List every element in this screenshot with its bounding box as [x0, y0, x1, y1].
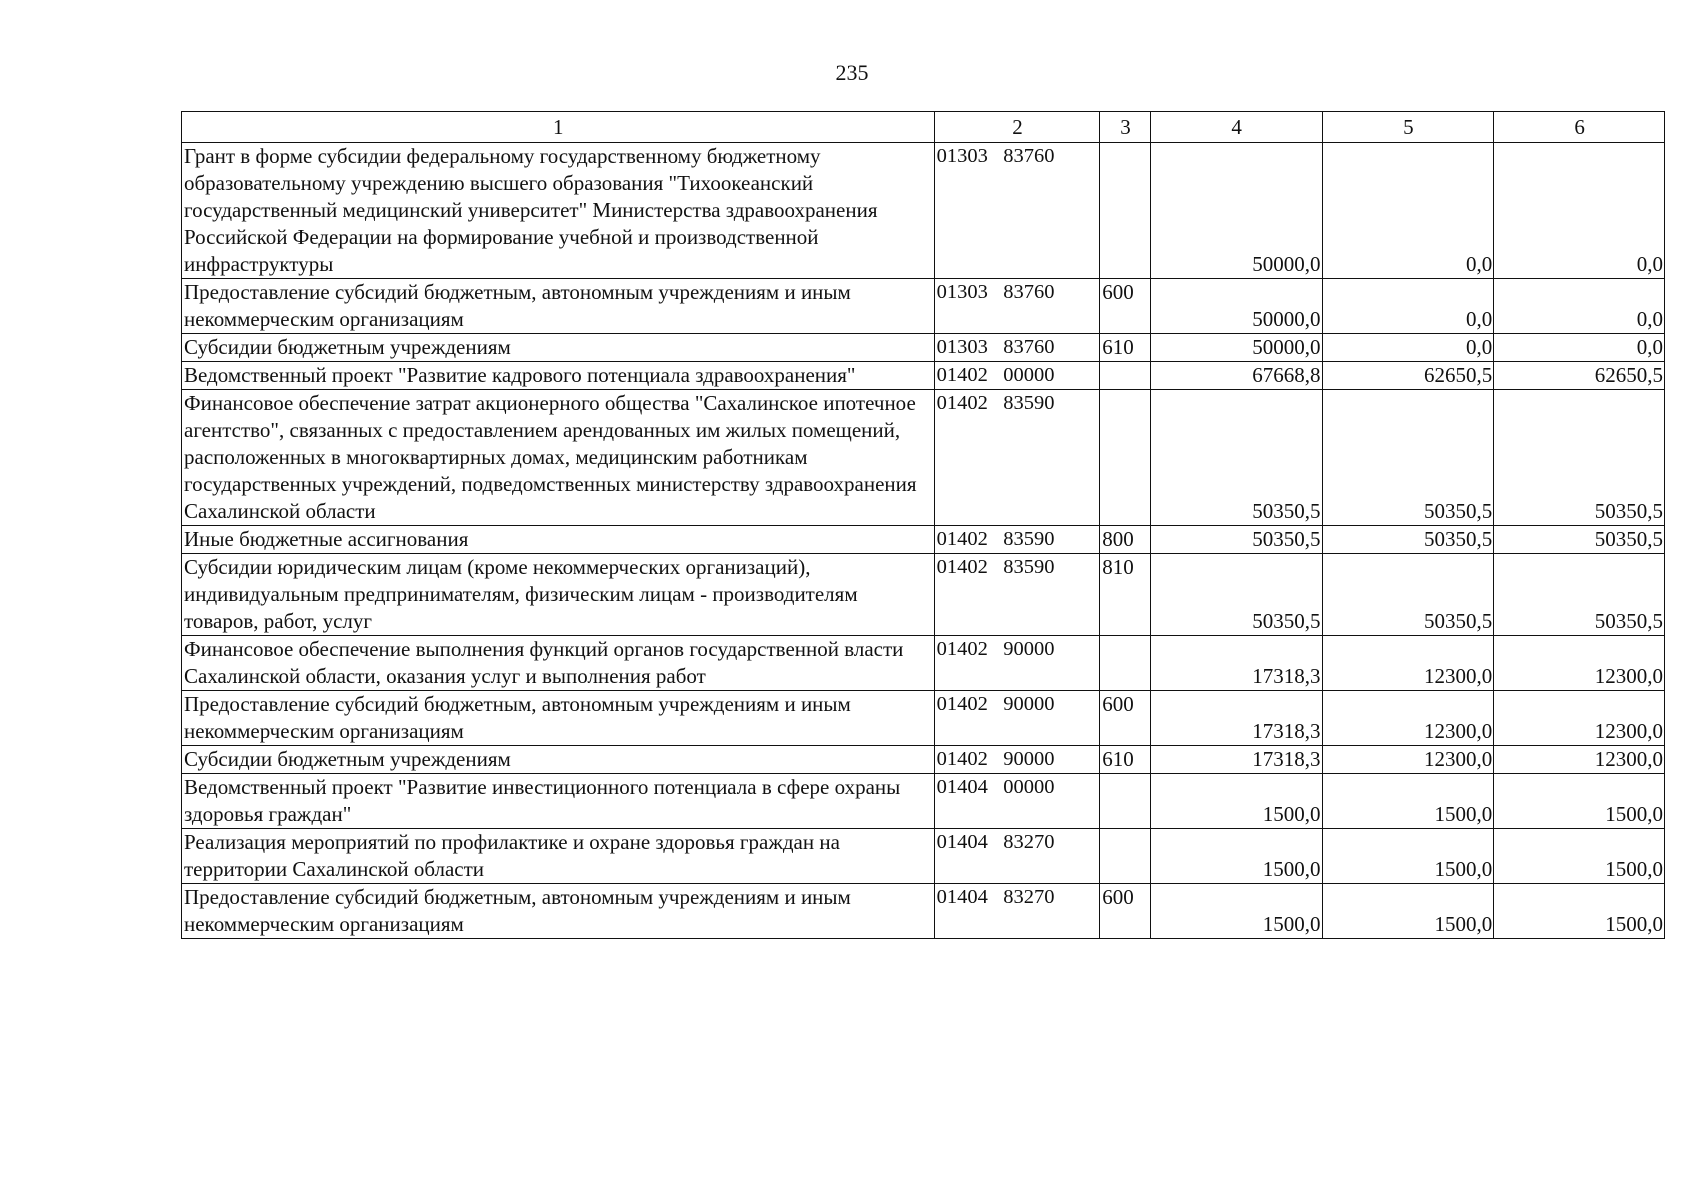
row-name: Грант в форме субсидии федеральному государственному бюджетному образовательному учреждению высшего образования "Тихоокеанский государственный медицинский университет" Министерства здравоохранения Российской Федерации на формирование учебной и производственной инфраструктуры — [182, 143, 935, 279]
row-value-6: 1500,0 — [1494, 829, 1665, 884]
row-code: 01404 83270 — [934, 884, 1100, 939]
table-row — [182, 279, 1665, 334]
column-header: 2 — [934, 112, 1100, 143]
row-name: Предоставление субсидий бюджетным, автономным учреждениям и иным некоммерческим организациям — [182, 691, 935, 746]
row-value-5: 50350,5 — [1322, 526, 1494, 554]
row-value-4: 1500,0 — [1150, 884, 1322, 939]
row-value-4: 1500,0 — [1150, 774, 1322, 829]
row-value-4: 17318,3 — [1150, 691, 1322, 746]
row-expense-type — [1100, 636, 1151, 691]
row-expense-type — [1100, 362, 1151, 390]
column-header: 5 — [1322, 112, 1494, 143]
column-header: 3 — [1100, 112, 1151, 143]
row-value-6: 62650,5 — [1494, 362, 1665, 390]
row-value-6: 12300,0 — [1494, 691, 1665, 746]
row-code: 01303 83760 — [934, 143, 1100, 279]
row-name: Финансовое обеспечение затрат акционерного общества "Сахалинское ипотечное агентство", связанных с предоставлением арендованных им жилых помещений, расположенных в многоквартирных домах, медицинским работникам государственных учреждений, подведомственных министерству здравоохранения Сахалинской области — [182, 390, 935, 526]
row-expense-type: 610 — [1100, 334, 1151, 362]
table-row — [182, 774, 1665, 829]
row-value-6: 12300,0 — [1494, 746, 1665, 774]
row-code: 01402 90000 — [934, 636, 1100, 691]
row-name: Субсидии бюджетным учреждениям — [182, 746, 935, 774]
table-row — [182, 143, 1665, 279]
table-row — [182, 884, 1665, 939]
row-name: Иные бюджетные ассигнования — [182, 526, 935, 554]
row-value-4: 67668,8 — [1150, 362, 1322, 390]
row-value-6: 0,0 — [1494, 334, 1665, 362]
row-expense-type: 610 — [1100, 746, 1151, 774]
row-code: 01404 00000 — [934, 774, 1100, 829]
row-value-4: 50350,5 — [1150, 526, 1322, 554]
header-row — [182, 112, 1665, 143]
row-expense-type — [1100, 143, 1151, 279]
column-header: 4 — [1150, 112, 1322, 143]
row-code: 01402 83590 — [934, 554, 1100, 636]
row-value-4: 50350,5 — [1150, 390, 1322, 526]
budget-table — [181, 111, 1665, 939]
row-value-5: 0,0 — [1322, 279, 1494, 334]
row-name: Ведомственный проект "Развитие инвестиционного потенциала в сфере охраны здоровья граждан" — [182, 774, 935, 829]
row-value-4: 50000,0 — [1150, 143, 1322, 279]
table-row — [182, 691, 1665, 746]
row-value-6: 12300,0 — [1494, 636, 1665, 691]
row-code: 01402 90000 — [934, 746, 1100, 774]
table-row — [182, 526, 1665, 554]
row-value-6: 50350,5 — [1494, 554, 1665, 636]
row-expense-type: 600 — [1100, 691, 1151, 746]
row-value-4: 17318,3 — [1150, 636, 1322, 691]
row-expense-type — [1100, 829, 1151, 884]
row-code: 01402 83590 — [934, 390, 1100, 526]
row-value-5: 0,0 — [1322, 334, 1494, 362]
row-code: 01402 00000 — [934, 362, 1100, 390]
row-name: Ведомственный проект "Развитие кадрового потенциала здравоохранения" — [182, 362, 935, 390]
row-value-5: 1500,0 — [1322, 774, 1494, 829]
row-value-4: 50000,0 — [1150, 279, 1322, 334]
row-value-5: 50350,5 — [1322, 390, 1494, 526]
table-row — [182, 829, 1665, 884]
row-value-5: 50350,5 — [1322, 554, 1494, 636]
table-row — [182, 636, 1665, 691]
row-value-4: 50000,0 — [1150, 334, 1322, 362]
row-value-5: 12300,0 — [1322, 636, 1494, 691]
row-value-5: 0,0 — [1322, 143, 1494, 279]
row-name: Реализация мероприятий по профилактике и охране здоровья граждан на территории Сахалинской области — [182, 829, 935, 884]
row-value-4: 1500,0 — [1150, 829, 1322, 884]
row-value-6: 1500,0 — [1494, 884, 1665, 939]
row-value-6: 1500,0 — [1494, 774, 1665, 829]
row-code: 01402 83590 — [934, 526, 1100, 554]
row-value-4: 17318,3 — [1150, 746, 1322, 774]
row-expense-type: 800 — [1100, 526, 1151, 554]
column-header: 1 — [182, 112, 935, 143]
row-value-5: 12300,0 — [1322, 746, 1494, 774]
table-row — [182, 554, 1665, 636]
row-code: 01402 90000 — [934, 691, 1100, 746]
table-row — [182, 390, 1665, 526]
row-value-5: 62650,5 — [1322, 362, 1494, 390]
column-header: 6 — [1494, 112, 1665, 143]
table-row — [182, 362, 1665, 390]
row-name: Субсидии бюджетным учреждениям — [182, 334, 935, 362]
row-value-6: 50350,5 — [1494, 526, 1665, 554]
row-value-6: 0,0 — [1494, 143, 1665, 279]
row-expense-type: 810 — [1100, 554, 1151, 636]
row-value-5: 1500,0 — [1322, 884, 1494, 939]
row-value-5: 1500,0 — [1322, 829, 1494, 884]
row-value-4: 50350,5 — [1150, 554, 1322, 636]
table-row — [182, 334, 1665, 362]
row-code: 01303 83760 — [934, 279, 1100, 334]
row-expense-type — [1100, 774, 1151, 829]
row-name: Субсидии юридическим лицам (кроме некоммерческих организаций), индивидуальным предпринимателям, физическим лицам - производителям товаров, работ, услуг — [182, 554, 935, 636]
row-name: Предоставление субсидий бюджетным, автономным учреждениям и иным некоммерческим организациям — [182, 884, 935, 939]
row-name: Финансовое обеспечение выполнения функций органов государственной власти Сахалинской области, оказания услуг и выполнения работ — [182, 636, 935, 691]
row-value-6: 50350,5 — [1494, 390, 1665, 526]
table-row — [182, 746, 1665, 774]
row-value-6: 0,0 — [1494, 279, 1665, 334]
row-value-5: 12300,0 — [1322, 691, 1494, 746]
row-expense-type: 600 — [1100, 279, 1151, 334]
page-number: 235 — [835, 60, 869, 85]
row-code: 01303 83760 — [934, 334, 1100, 362]
row-name: Предоставление субсидий бюджетным, автономным учреждениям и иным некоммерческим организациям — [182, 279, 935, 334]
row-expense-type — [1100, 390, 1151, 526]
row-code: 01404 83270 — [934, 829, 1100, 884]
row-expense-type: 600 — [1100, 884, 1151, 939]
